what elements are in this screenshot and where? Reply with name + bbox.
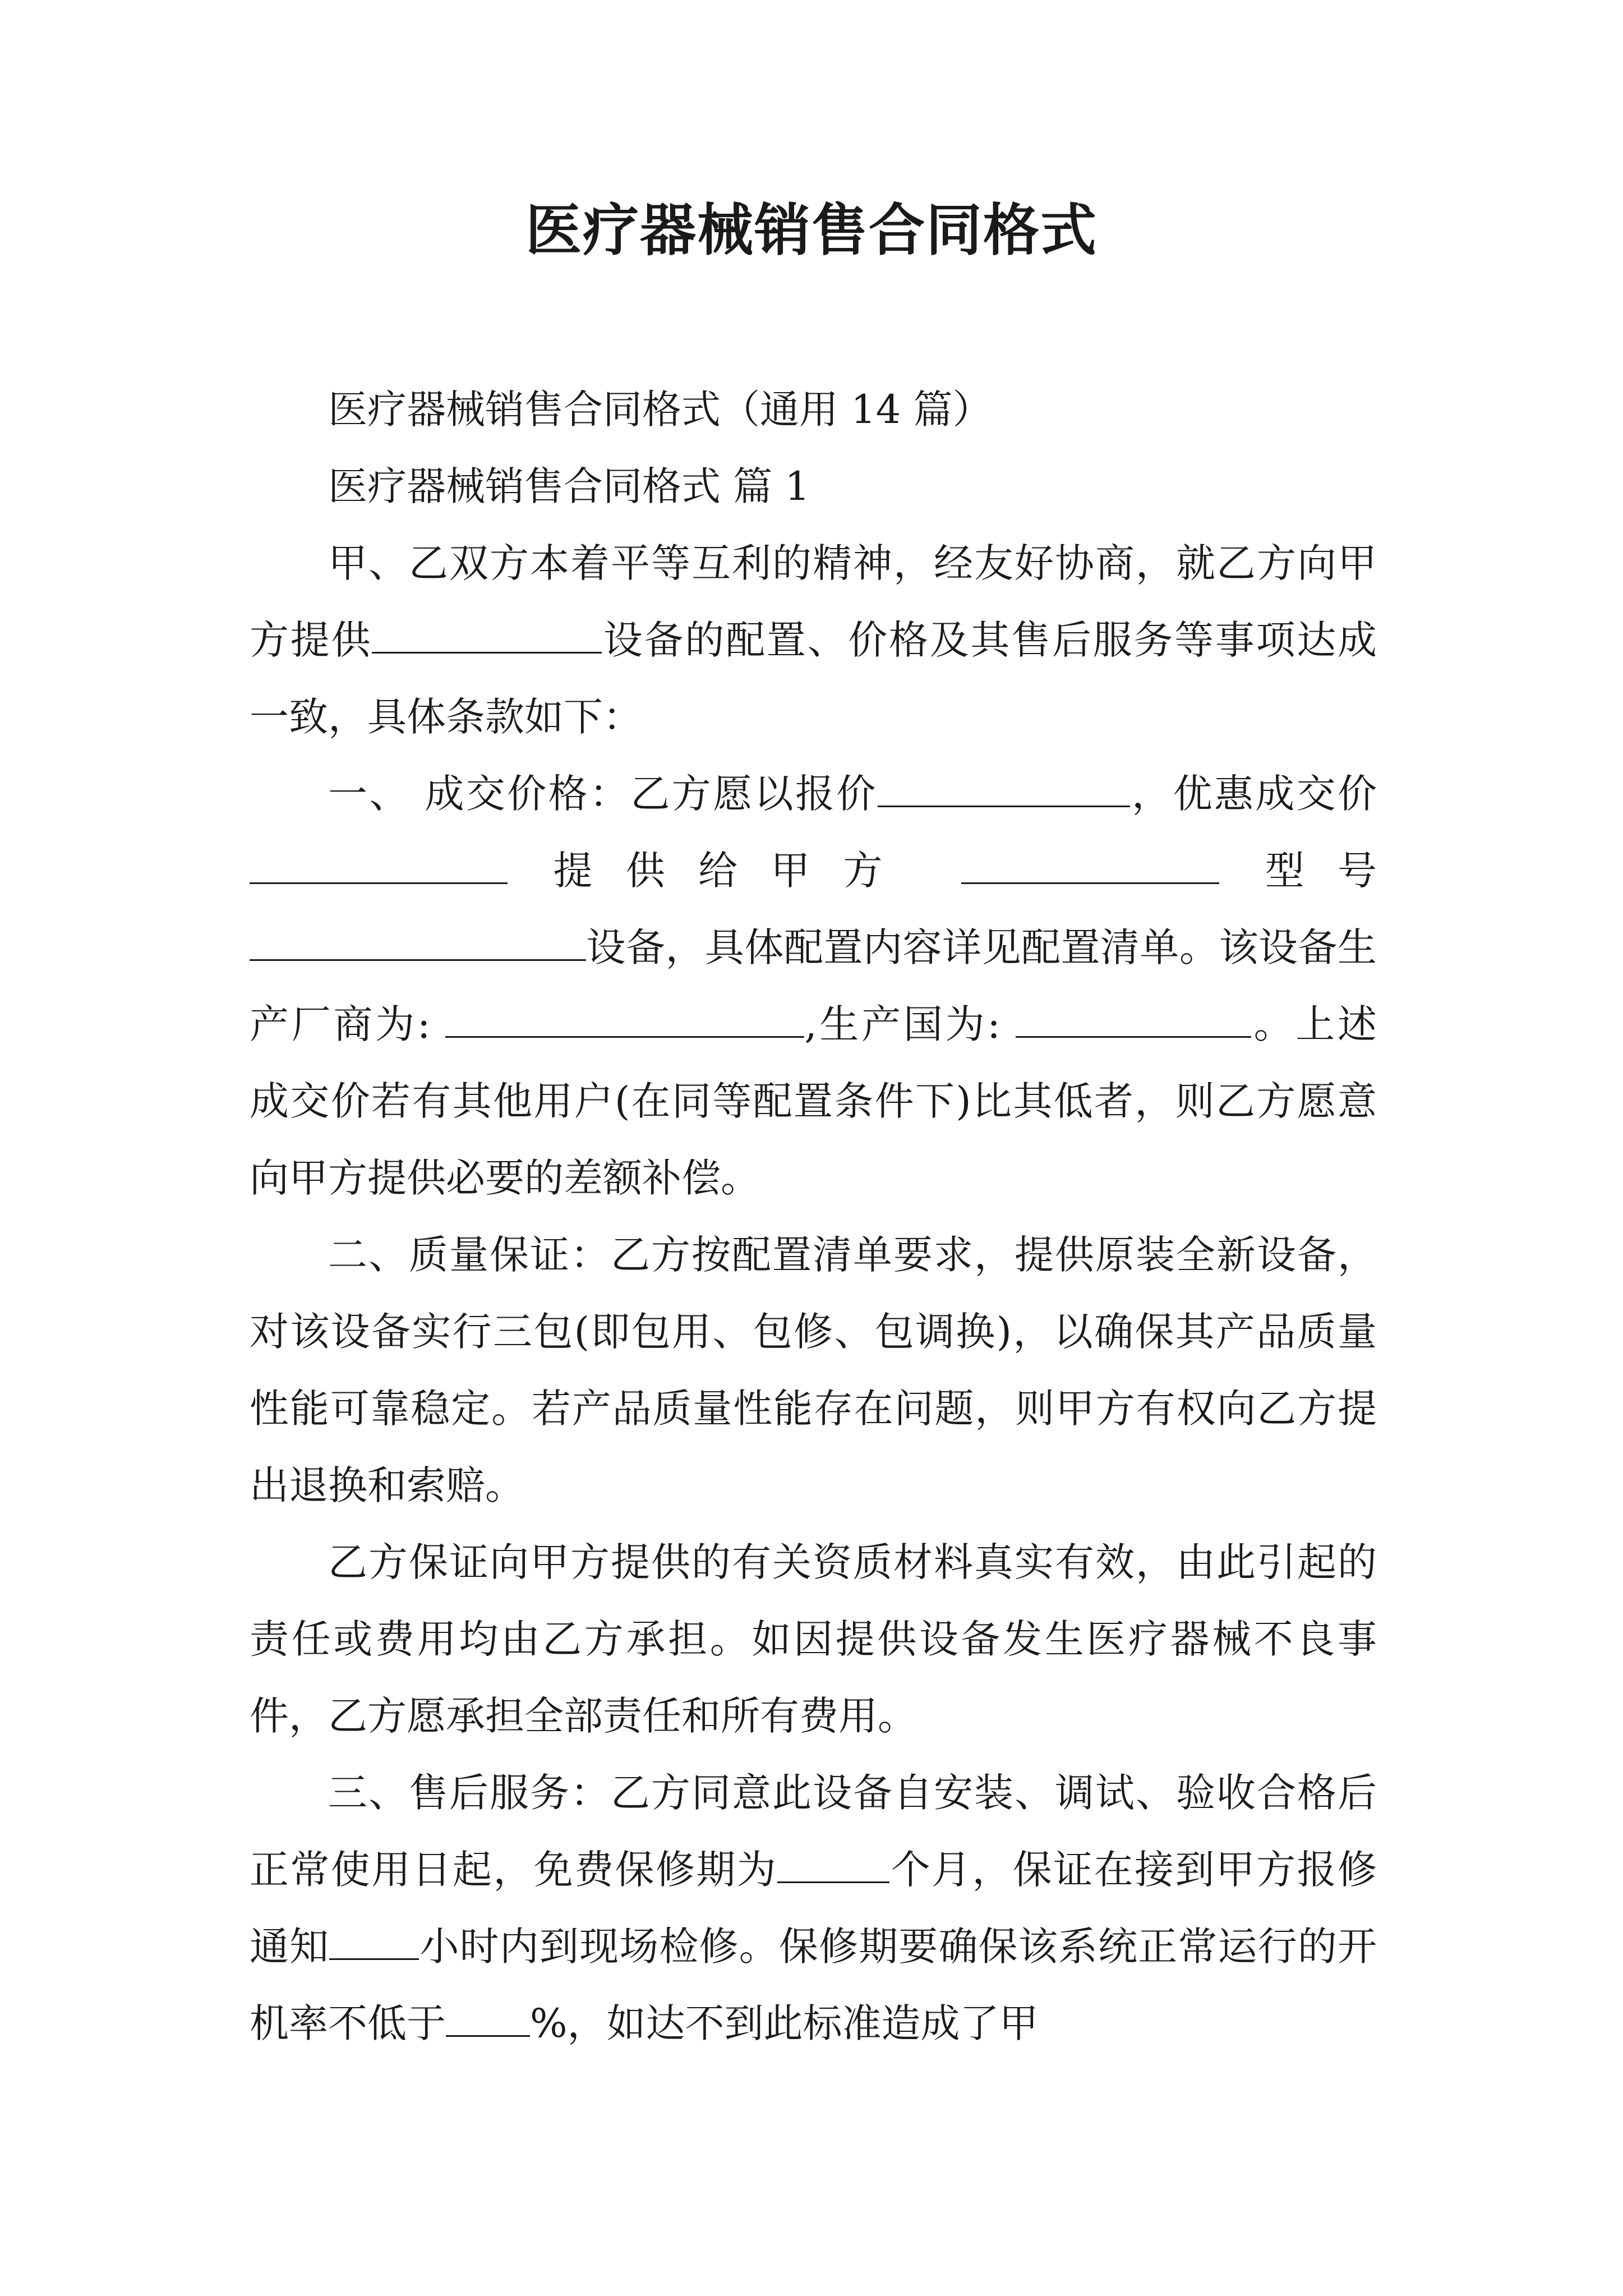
- price-text-a: 一、 成交价格：乙方愿以报价: [328, 771, 878, 817]
- blank-manufacturer: [445, 999, 804, 1038]
- service-text-a: 三、售后服务：乙方同意此设备自安装、调试、验收合格后正常使用日起，免费保修期为: [250, 1770, 1377, 1893]
- document-title: 医疗器械销售合同格式: [525, 197, 1098, 263]
- paragraph-intro: [250, 525, 1377, 756]
- price-text-g: 。上述成交价若有其他用户(在同等配置条件下)比其低者，则乙方愿意向甲方提供必要的差额补偿。: [250, 1001, 1377, 1201]
- blank-uptime-percent: [446, 1998, 530, 2037]
- blank-equipment-name: [372, 615, 602, 654]
- intro-text-a: 甲、乙双方本着平等互利的精神，经友好协商，就乙方向甲方提供: [250, 540, 1377, 663]
- price-text-f: ,生产国为:: [804, 1001, 1016, 1047]
- service-text-c: 小时内到现场检修。保修期要确保该系统正常运行的开机率不低于: [250, 1924, 1377, 2046]
- blank-party-a: [961, 845, 1219, 885]
- intro-text-b: 设备的配置、价格及其售后服务等事项达成一致，具体条款如下：: [250, 617, 1377, 740]
- blank-quoted-price: [878, 769, 1130, 808]
- price-text-c: 提供给甲方: [553, 848, 916, 894]
- paragraph-service: [250, 1755, 1377, 2062]
- document-subtitle: 医疗器械销售合同格式（通用 14 篇）: [328, 386, 992, 432]
- paragraph-quality: 二、质量保证：乙方按配置清单要求，提供原装全新设备，对该设备实行三包(即包用、包修、包调换)，以确保其产品质量性能可靠稳定。若产品质量性能存在问题，则甲方有权向乙方提出退换和索赔。: [250, 1232, 1377, 1508]
- price-text-d: 型号: [1265, 848, 1377, 894]
- blank-warranty-months: [777, 1844, 889, 1884]
- blank-model: [250, 922, 586, 961]
- price-text-b: ，优惠成交价: [1129, 771, 1377, 817]
- blank-country: [1016, 999, 1251, 1038]
- document-body: [250, 371, 1377, 2062]
- price-text-e: 设备，具体配置内容详见配置清单。该设备生产厂商为:: [250, 924, 1377, 1047]
- section-heading: 医疗器械销售合同格式 篇 1: [328, 463, 810, 509]
- blank-response-hours: [329, 1921, 419, 1961]
- service-text-b: 个月，保证在接到甲方报修通知: [250, 1847, 1377, 1970]
- paragraph-liability: 乙方保证向甲方提供的有关资质材料真实有效，由此引起的责任或费用均由乙方承担。如因提供设备发生医疗器械不良事件，乙方愿承担全部责任和所有费用。: [250, 1539, 1377, 1739]
- paragraph-price: [250, 756, 1377, 1217]
- service-text-d: %，如达不到此标准造成了甲: [530, 2000, 1039, 2046]
- blank-deal-price: [250, 845, 508, 885]
